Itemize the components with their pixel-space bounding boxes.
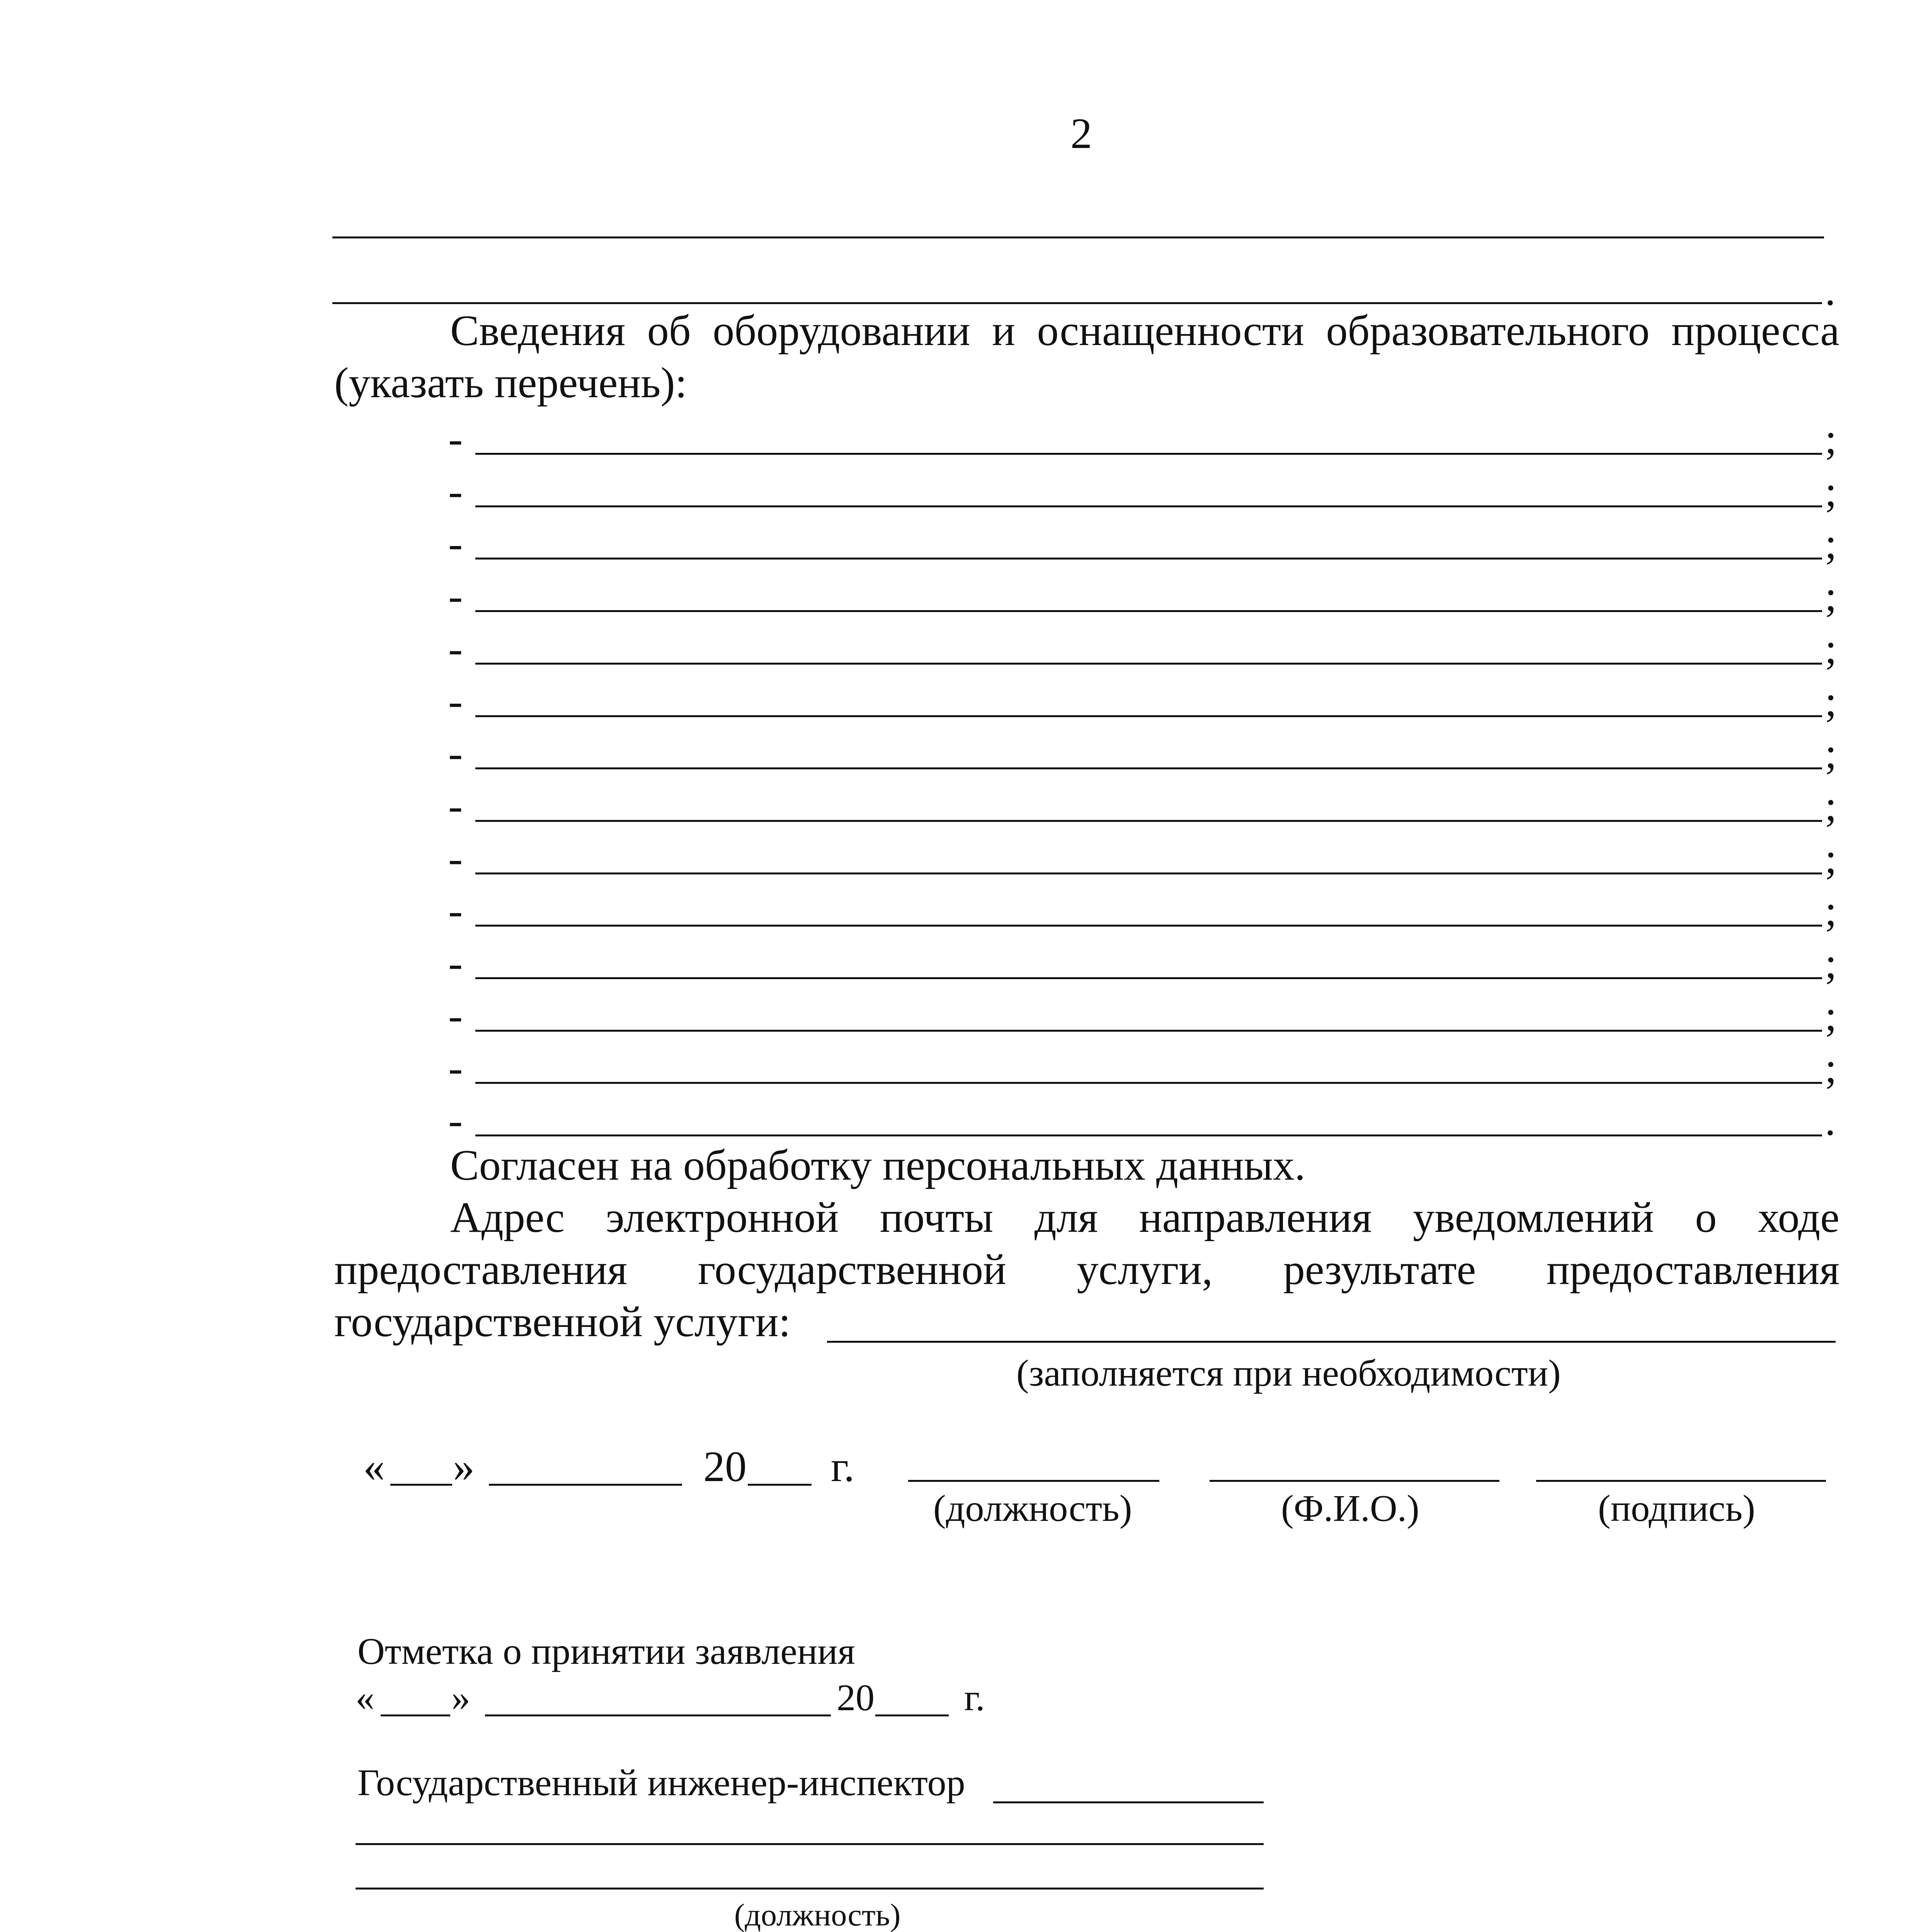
acc-day-field[interactable] bbox=[381, 1714, 450, 1716]
equipment-heading-cont: (указать перечень): bbox=[334, 359, 687, 407]
acc-quote-close: » bbox=[451, 1677, 470, 1719]
equipment-item bbox=[0, 572, 1916, 625]
equipment-item bbox=[0, 732, 1916, 782]
equipment-item bbox=[0, 417, 1916, 468]
day-field[interactable] bbox=[390, 1484, 452, 1486]
item-input-line[interactable] bbox=[475, 1030, 1822, 1032]
inspector-label: Государственный инженер-инспектор bbox=[357, 1762, 965, 1804]
item-end-mark: ; bbox=[1825, 415, 1837, 463]
acc-month-field[interactable] bbox=[485, 1714, 831, 1716]
item-dash: - bbox=[448, 887, 463, 935]
email-input-line[interactable] bbox=[827, 1341, 1836, 1343]
year-prefix: 20 bbox=[703, 1443, 747, 1491]
day-quote-open: « bbox=[363, 1443, 385, 1491]
email-line-2: предоставления государственной услуги, результате предоставления bbox=[334, 1246, 1839, 1294]
item-dash: - bbox=[448, 992, 463, 1040]
line-end-period: . bbox=[1825, 267, 1836, 315]
sign-label: (подпись) bbox=[1598, 1488, 1755, 1529]
item-dash: - bbox=[448, 782, 463, 830]
item-input-line[interactable] bbox=[475, 872, 1822, 874]
item-input-line[interactable] bbox=[475, 767, 1822, 769]
item-input-line[interactable] bbox=[475, 558, 1822, 560]
equipment-item bbox=[0, 994, 1916, 1044]
item-dash: - bbox=[448, 1044, 463, 1092]
item-input-line[interactable] bbox=[475, 925, 1822, 927]
item-input-line[interactable] bbox=[475, 610, 1822, 612]
position-label: (должность) bbox=[933, 1488, 1132, 1529]
item-end-mark: ; bbox=[1825, 730, 1837, 777]
item-dash: - bbox=[448, 730, 463, 777]
item-end-mark: ; bbox=[1825, 468, 1837, 515]
item-end-mark: ; bbox=[1825, 835, 1837, 883]
email-line-3: государственной услуги: bbox=[334, 1298, 791, 1346]
acc-quote-open: « bbox=[356, 1677, 374, 1719]
item-end-mark: ; bbox=[1825, 939, 1837, 987]
item-end-mark: ; bbox=[1825, 677, 1837, 725]
email-line-1: Адрес электронной почты для направления уведомлений о ходе bbox=[450, 1194, 1839, 1242]
equipment-item bbox=[0, 627, 1916, 677]
page-number: 2 bbox=[1070, 110, 1092, 158]
year-field[interactable] bbox=[748, 1484, 812, 1486]
inspector-field[interactable] bbox=[993, 1801, 1264, 1803]
item-dash: - bbox=[448, 520, 463, 568]
acc-year-prefix: 20 bbox=[837, 1677, 875, 1719]
item-input-line[interactable] bbox=[475, 715, 1822, 717]
item-dash: - bbox=[448, 572, 463, 620]
equipment-item bbox=[0, 1046, 1916, 1097]
equipment-item bbox=[0, 470, 1916, 520]
item-input-line[interactable] bbox=[475, 820, 1822, 822]
position-field[interactable] bbox=[908, 1480, 1159, 1482]
equipment-item bbox=[0, 522, 1916, 572]
consent-text: Согласен на обработку персональных данных. bbox=[450, 1141, 1305, 1189]
item-dash: - bbox=[448, 625, 463, 673]
item-end-mark: . bbox=[1825, 1097, 1836, 1145]
item-dash: - bbox=[448, 939, 463, 987]
blank-line[interactable] bbox=[332, 236, 1824, 238]
item-dash: - bbox=[448, 677, 463, 725]
equipment-item bbox=[0, 784, 1916, 835]
item-dash: - bbox=[448, 835, 463, 883]
item-input-line[interactable] bbox=[475, 453, 1822, 455]
item-end-mark: ; bbox=[1825, 520, 1837, 568]
name-label: (Ф.И.О.) bbox=[1281, 1488, 1419, 1529]
acc-year-field[interactable] bbox=[875, 1714, 949, 1716]
item-end-mark: ; bbox=[1825, 887, 1837, 935]
item-end-mark: ; bbox=[1825, 782, 1837, 830]
acc-position-label: (должность) bbox=[734, 1897, 901, 1932]
equipment-item bbox=[0, 837, 1916, 887]
item-input-line[interactable] bbox=[475, 1082, 1822, 1084]
name-field[interactable] bbox=[1210, 1480, 1499, 1482]
equipment-item bbox=[0, 677, 1916, 730]
acc-year-suffix: г. bbox=[964, 1677, 985, 1719]
item-input-line[interactable] bbox=[475, 663, 1822, 665]
year-suffix: г. bbox=[831, 1443, 855, 1491]
item-input-line[interactable] bbox=[475, 1134, 1822, 1136]
inspector-line-3[interactable] bbox=[356, 1888, 1264, 1889]
item-dash: - bbox=[448, 415, 463, 463]
item-input-line[interactable] bbox=[475, 505, 1822, 507]
blank-line[interactable] bbox=[332, 302, 1822, 304]
item-end-mark: ; bbox=[1825, 1044, 1837, 1092]
equipment-item bbox=[0, 889, 1916, 939]
item-input-line[interactable] bbox=[475, 977, 1822, 979]
item-end-mark: ; bbox=[1825, 992, 1837, 1040]
acceptance-title: Отметка о принятии заявления bbox=[357, 1631, 855, 1672]
sign-field[interactable] bbox=[1536, 1480, 1826, 1482]
item-dash: - bbox=[448, 468, 463, 515]
item-end-mark: ; bbox=[1825, 572, 1837, 620]
email-hint: (заполняется при необходимости) bbox=[1016, 1352, 1561, 1394]
equipment-heading: Сведения об оборудовании и оснащенности образовательного процесса bbox=[450, 307, 1839, 355]
equipment-item bbox=[0, 939, 1916, 992]
day-quote-close: » bbox=[453, 1443, 475, 1491]
month-field[interactable] bbox=[489, 1484, 682, 1486]
inspector-line-2[interactable] bbox=[356, 1843, 1264, 1845]
item-end-mark: ; bbox=[1825, 625, 1837, 673]
item-dash: - bbox=[448, 1097, 463, 1145]
